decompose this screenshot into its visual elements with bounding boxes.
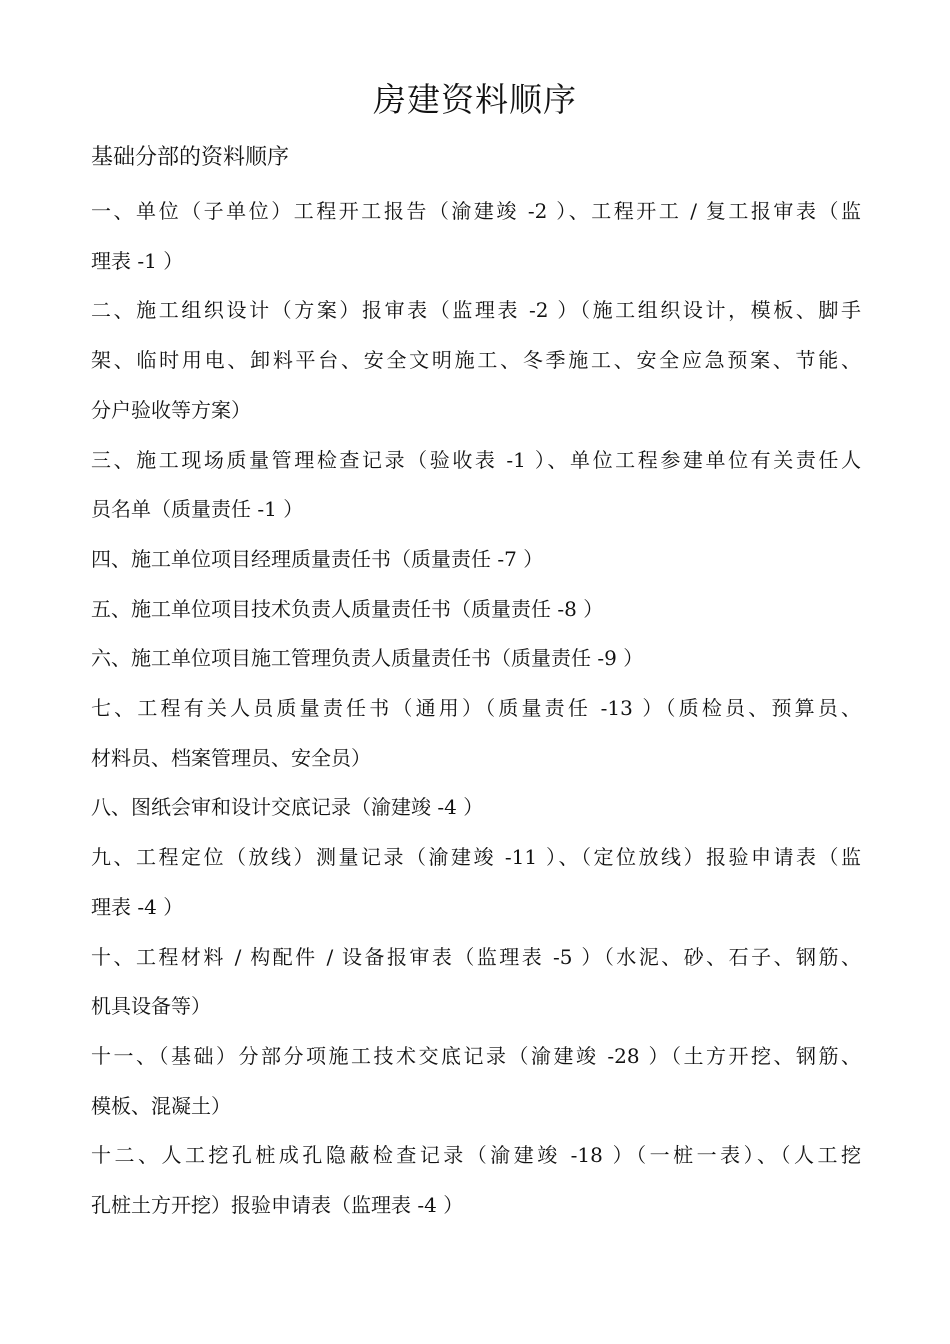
text-line: 十一、（基础）分部分项施工技术交底记录（渝建竣 -28 ）（土方开挖、钢筋、 xyxy=(91,1044,861,1068)
text-line: 五、施工单位项目技术负责人质量责任书（质量责任 -8 ） xyxy=(91,597,604,621)
text-line: 机具设备等） xyxy=(91,994,211,1018)
text-line: 十、工程材料 / 构配件 / 设备报审表（监理表 -5 ）（水泥、砂、石子、钢筋、 xyxy=(91,945,861,969)
text-line: 三、施工现场质量管理检查记录（验收表 -1 ）、单位工程参建单位有关责任人 xyxy=(91,448,861,472)
document-title: 房建资料顺序 xyxy=(373,80,577,119)
text-line: 分户验收等方案） xyxy=(91,398,251,422)
text-line: 九、工程定位（放线）测量记录（渝建竣 -11 ）、（定位放线）报验申请表（监 xyxy=(91,845,861,869)
text-line: 员名单（质量责任 -1 ） xyxy=(91,497,304,521)
text-line: 七、工程有关人员质量责任书（通用）（质量责任 -13 ）（质检员、预算员、 xyxy=(91,696,861,720)
text-line: 理表 -1 ） xyxy=(91,249,184,273)
text-line: 六、施工单位项目施工管理负责人质量责任书（质量责任 -9 ） xyxy=(91,646,644,670)
text-line: 材料员、档案管理员、安全员） xyxy=(91,746,371,770)
text-line: 十二、人工挖孔桩成孔隐蔽检查记录（渝建竣 -18 ）（一桩一表）、（人工挖 xyxy=(91,1143,861,1167)
text-line: 四、施工单位项目经理质量责任书（质量责任 -7 ） xyxy=(91,547,544,571)
text-line: 理表 -4 ） xyxy=(91,895,184,919)
text-line: 八、图纸会审和设计交底记录（渝建竣 -4 ） xyxy=(91,795,484,819)
text-line: 架、临时用电、卸料平台、安全文明施工、冬季施工、安全应急预案、节能、 xyxy=(91,348,861,372)
text-line: 二、施工组织设计（方案）报审表（监理表 -2 ）（施工组织设计，模板、脚手 xyxy=(91,298,861,322)
section-heading: 基础分部的资料顺序 xyxy=(91,145,290,170)
text-line: 一、单位（子单位）工程开工报告（渝建竣 -2 ）、工程开工 / 复工报审表（监 xyxy=(91,199,861,223)
text-line: 孔桩土方开挖）报验申请表（监理表 -4 ） xyxy=(91,1193,464,1217)
text-line: 模板、混凝土） xyxy=(91,1094,231,1118)
